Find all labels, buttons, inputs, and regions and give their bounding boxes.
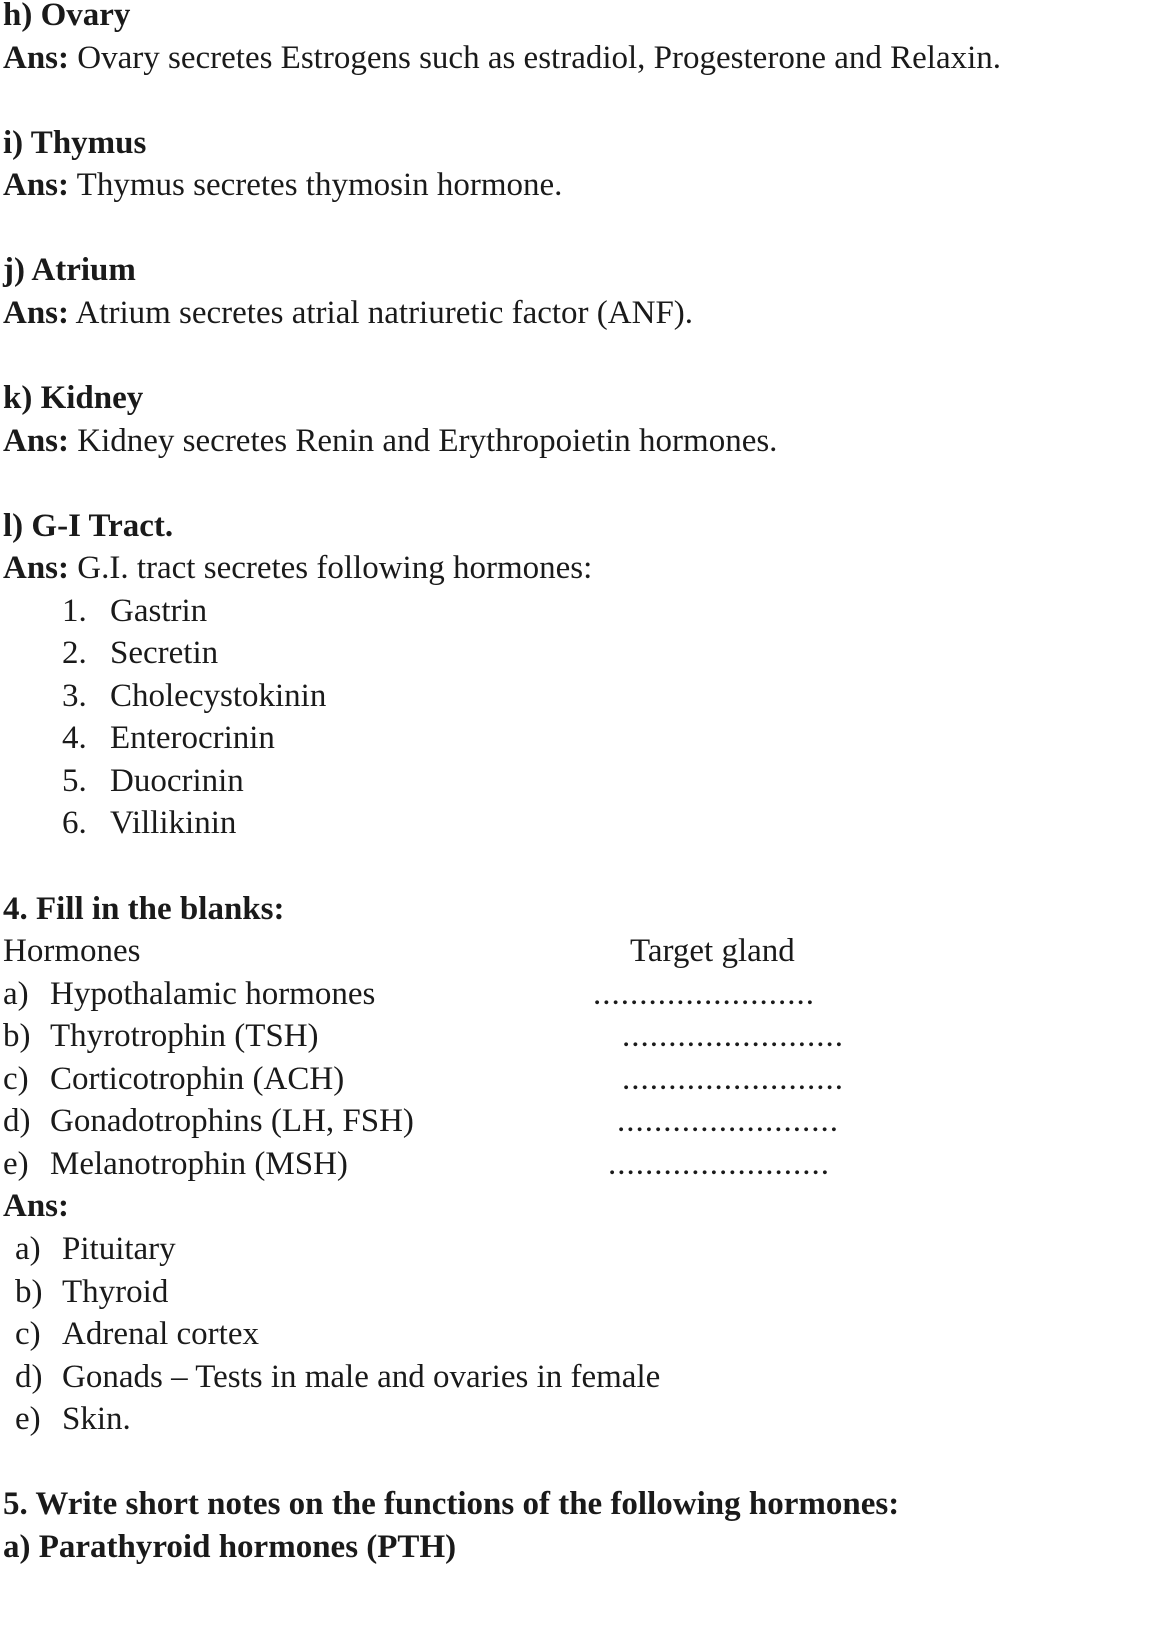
hormone-name: Hypothalamic hormones <box>50 975 376 1012</box>
answer-label: Ans: <box>3 167 70 204</box>
answer-label: Ans: <box>3 1188 70 1225</box>
answer-line <box>3 164 562 206</box>
question-heading <box>3 888 284 930</box>
hormone-name: Gonadotrophins (LH, FSH) <box>50 1103 414 1140</box>
list-text: Secretin <box>110 635 219 672</box>
section-heading <box>3 377 143 419</box>
answer-line <box>3 420 777 462</box>
answer-text: Thymus secretes thymosin hormone. <box>69 167 563 204</box>
hormone-name: Melanotrophin (MSH) <box>50 1145 348 1182</box>
answer-line <box>3 37 1001 79</box>
blank-field[interactable]: ........................ <box>608 1145 830 1182</box>
question-heading <box>3 1483 899 1525</box>
answer-text: Atrium secretes atrial natriuretic factor (ANF). <box>69 294 694 331</box>
list-number: 3. <box>62 677 87 714</box>
blank-field[interactable]: ........................ <box>622 1060 844 1097</box>
answer-label-line <box>3 1185 69 1227</box>
answer-label: Ans: <box>3 294 70 331</box>
answer-letter: d) <box>15 1358 43 1395</box>
list-text: Duocrinin <box>110 762 244 799</box>
answer-text: Kidney secretes Renin and Erythropoietin hormones. <box>69 422 778 459</box>
answer-letter: a) <box>15 1230 41 1267</box>
column-hormones: Hormones <box>3 933 141 970</box>
list-number: 5. <box>62 762 87 799</box>
answer-letter: b) <box>15 1273 43 1310</box>
list-number: 2. <box>62 635 87 672</box>
section-heading <box>3 249 136 291</box>
heading: i) Thymus <box>3 124 147 161</box>
answer-letter: e) <box>15 1401 41 1438</box>
sub-heading <box>3 1526 456 1568</box>
answer-text: Gonads – Tests in male and ovaries in female <box>62 1358 661 1395</box>
answer-text: Skin. <box>62 1401 131 1438</box>
answer-label: Ans: <box>3 550 70 587</box>
list-text: Gastrin <box>110 592 208 629</box>
blank-field[interactable]: ........................ <box>593 975 815 1012</box>
hormone-name: Thyrotrophin (TSH) <box>50 1018 319 1055</box>
heading: j) Atrium <box>3 252 136 289</box>
heading: 4. Fill in the blanks: <box>3 890 285 927</box>
list-number: 6. <box>62 805 87 842</box>
row-letter: d) <box>3 1103 31 1140</box>
answer-letter: c) <box>15 1316 41 1353</box>
heading: k) Kidney <box>3 379 144 416</box>
answer-line <box>3 547 592 589</box>
heading: l) G-I Tract. <box>3 507 174 544</box>
blank-field[interactable]: ........................ <box>622 1018 844 1055</box>
column-target-gland: Target gland <box>630 933 795 970</box>
list-text: Enterocrinin <box>110 720 275 757</box>
answer-text: G.I. tract secretes following hormones: <box>69 550 593 587</box>
list-number: 4. <box>62 720 87 757</box>
answer-text: Ovary secretes Estrogens such as estradiol, Progesterone and Relaxin. <box>69 39 1002 76</box>
row-letter: a) <box>3 975 29 1012</box>
list-text: Villikinin <box>110 805 237 842</box>
section-heading <box>3 122 146 164</box>
section-heading <box>3 505 173 547</box>
answer-text: Pituitary <box>62 1230 176 1267</box>
answer-line <box>3 292 693 334</box>
row-letter: b) <box>3 1018 31 1055</box>
answer-text: Adrenal cortex <box>62 1316 259 1353</box>
heading: 5. Write short notes on the functions of the following hormones: <box>3 1486 900 1523</box>
list-number: 1. <box>62 592 87 629</box>
section-heading <box>3 0 130 36</box>
heading: h) Ovary <box>3 0 131 33</box>
row-letter: e) <box>3 1145 29 1182</box>
hormone-name: Corticotrophin (ACH) <box>50 1060 345 1097</box>
answer-label: Ans: <box>3 39 70 76</box>
answer-text: Thyroid <box>62 1273 169 1310</box>
answer-label: Ans: <box>3 422 70 459</box>
blank-field[interactable]: ........................ <box>617 1103 839 1140</box>
row-letter: c) <box>3 1060 29 1097</box>
sub-heading: a) Parathyroid hormones (PTH) <box>3 1528 457 1565</box>
list-text: Cholecystokinin <box>110 677 327 714</box>
